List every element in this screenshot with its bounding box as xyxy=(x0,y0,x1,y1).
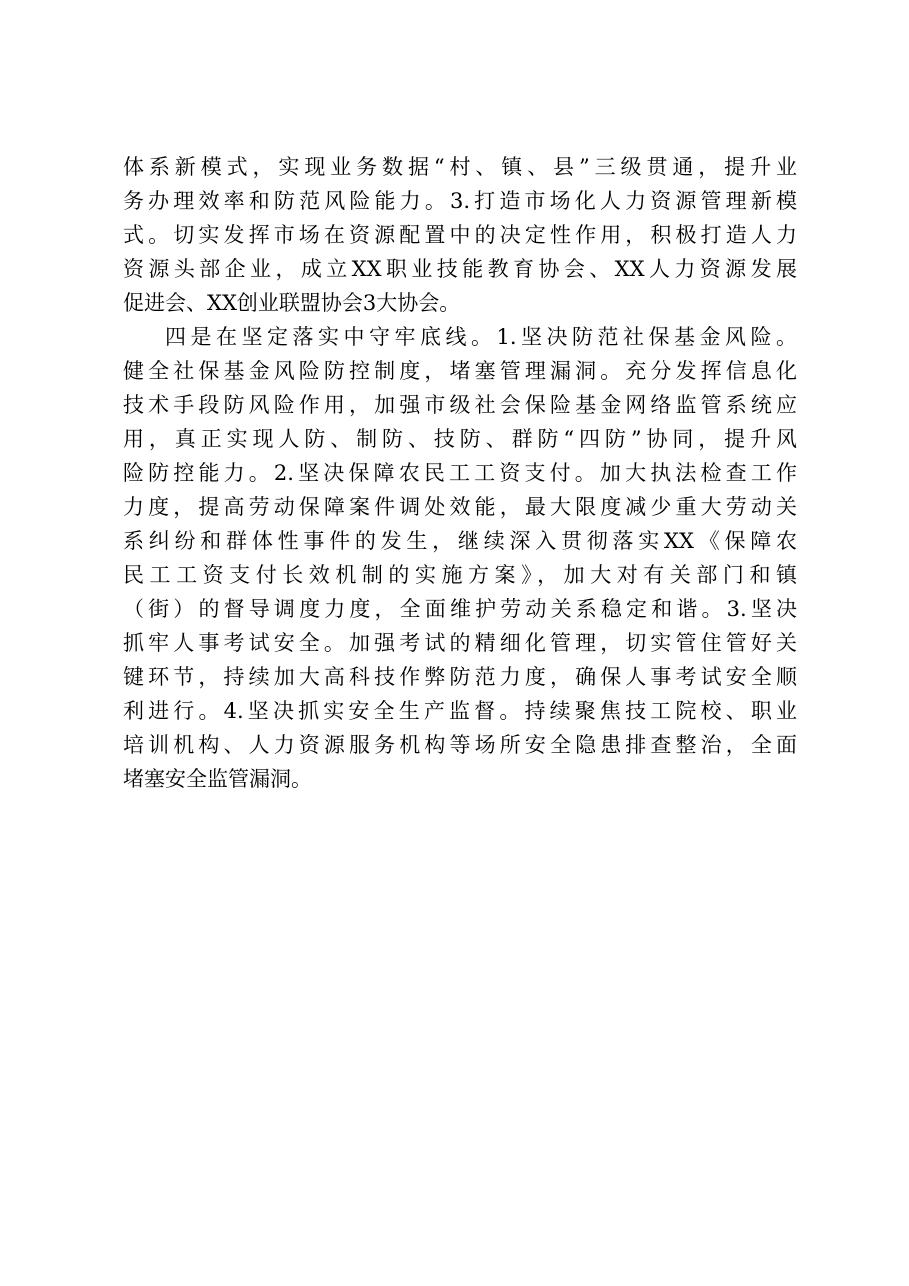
paragraph-end-line: 促进会、XX创业联盟协会3大协会。 xyxy=(123,291,461,315)
text-line: 利进行。4.坚决抓实安全生产监督。持续聚焦技工院校、职业 xyxy=(123,699,797,723)
document-body xyxy=(123,150,797,796)
text-line: 抓牢人事考试安全。加强考试的精细化管理，切实管住管好关 xyxy=(123,631,797,655)
paragraph-end-line: 堵塞安全监管漏洞。 xyxy=(123,767,312,791)
text-line: 键环节，持续加大高科技作弊防范力度，确保人事考试安全顺 xyxy=(123,665,797,689)
text-line: 民工工资支付长效机制的实施方案》，加大对有关部门和镇 xyxy=(123,563,797,587)
text-line: 险防控能力。2.坚决保障农民工工资支付。加大执法检查工作 xyxy=(123,461,797,485)
text-line: 系纠纷和群体性事件的发生，继续深入贯彻落实XX《保障农 xyxy=(123,529,797,553)
text-line: 技术手段防风险作用，加强市级社会保险基金网络监管系统应 xyxy=(123,393,797,417)
text-line: （街）的督导调度力度，全面维护劳动关系稳定和谐。3.坚决 xyxy=(123,597,797,621)
text-line: 培训机构、人力资源服务机构等场所安全隐患排查整治，全面 xyxy=(123,733,797,757)
text-line: 务办理效率和防范风险能力。3.打造市场化人力资源管理新模 xyxy=(123,189,797,213)
text-line: 力度，提高劳动保障案件调处效能，最大限度减少重大劳动关 xyxy=(123,495,797,519)
paragraph-start-line: 四是在坚定落实中守牢底线。1.坚决防范社保基金风险。 xyxy=(165,325,797,349)
text-line: 健全社保基金风险防控制度，堵塞管理漏洞。充分发挥信息化 xyxy=(123,359,797,383)
text-line: 体系新模式，实现业务数据“村、镇、县”三级贯通，提升业 xyxy=(123,155,797,179)
text-line: 资源头部企业，成立XX职业技能教育协会、XX人力资源发展 xyxy=(123,257,797,281)
text-line: 用，真正实现人防、制防、技防、群防“四防”协同，提升风 xyxy=(123,427,797,451)
text-line: 式。切实发挥市场在资源配置中的决定性作用，积极打造人力 xyxy=(123,223,797,247)
